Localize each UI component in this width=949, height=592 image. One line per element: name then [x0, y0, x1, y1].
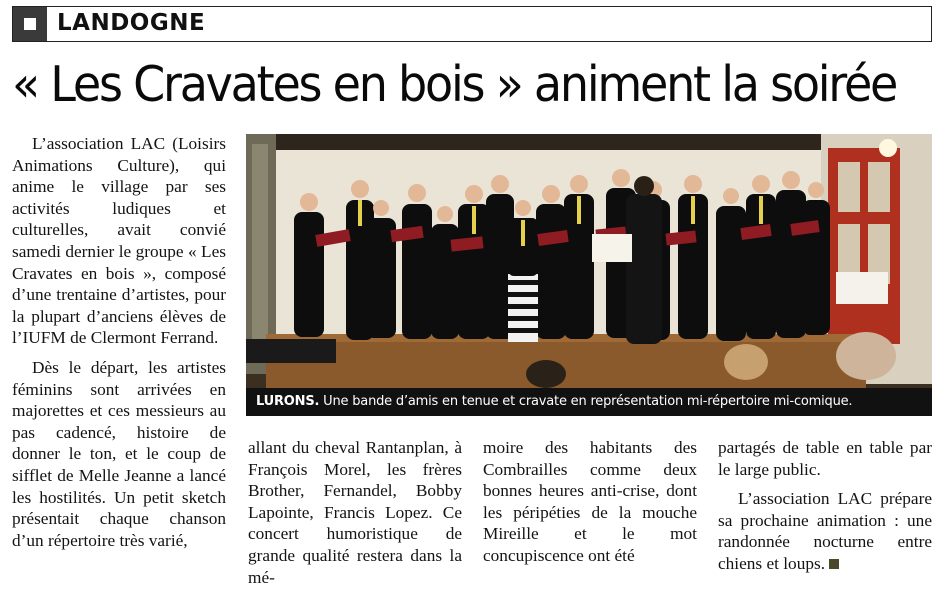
article-text-col4-1: partagés de table en table par le large public.: [718, 438, 932, 479]
article-text-col4-2: [718, 488, 932, 574]
rubric-square-icon: [13, 7, 47, 41]
section-rubric: [12, 6, 932, 42]
photo-caption: [246, 388, 932, 416]
concert-photo: [246, 134, 932, 416]
article-column-4: [718, 437, 932, 575]
caption-lead: LURONS.: [256, 394, 320, 409]
end-mark-icon: [829, 559, 839, 569]
choir-photo-illustration: [246, 134, 932, 416]
article-column-3: [483, 437, 697, 567]
article-text-col3: moire des habitants des Combrailles comme deux bonnes heures anti-crise, dont les péripéties de la mouche Mireille et le mot concupiscence ont été: [483, 438, 697, 565]
article-column-1: [12, 133, 226, 551]
article-column-2: [248, 437, 462, 588]
caption-text: Une bande d’amis en tenue et cravate en représentation mi-répertoire mi-comique.: [319, 394, 853, 409]
article-text-col2: allant du cheval Rantanplan, à François Morel, les frères Brother, Fernandel, Bobby Lapointe, Francis Lopez. Ce concert humoristique de grande qualité restera dans la mé-: [248, 438, 462, 587]
article-paragraph-2: Dès le départ, les artistes féminins sont arrivées en majorettes et ces messieurs au pas cadencé, histoire de donner le ton, et le coup de sifflet de Melle Jeanne a lancé les hostilités. Un petit sketch présentait chaque chanson d’un répertoire très varié,: [12, 357, 226, 550]
article-paragraph-1: L’association LAC (Loisirs Animations Culture), qui anime le village par ses activités ludiques et culturelles, avait convié samedi dernier le groupe « Les Cravates en bois », composé d’une trentaine d’artistes, pour la plupart d’anciens élèves de l’IUFM de Clermont Ferrand.: [12, 134, 226, 348]
headline: « Les Cravates en bois » animent la soirée: [12, 56, 897, 113]
rubric-label: LANDOGNE: [57, 10, 206, 36]
closing-sentence: L’association LAC prépare sa prochaine animation : une randonnée nocturne entre chiens et loups.: [718, 489, 932, 573]
